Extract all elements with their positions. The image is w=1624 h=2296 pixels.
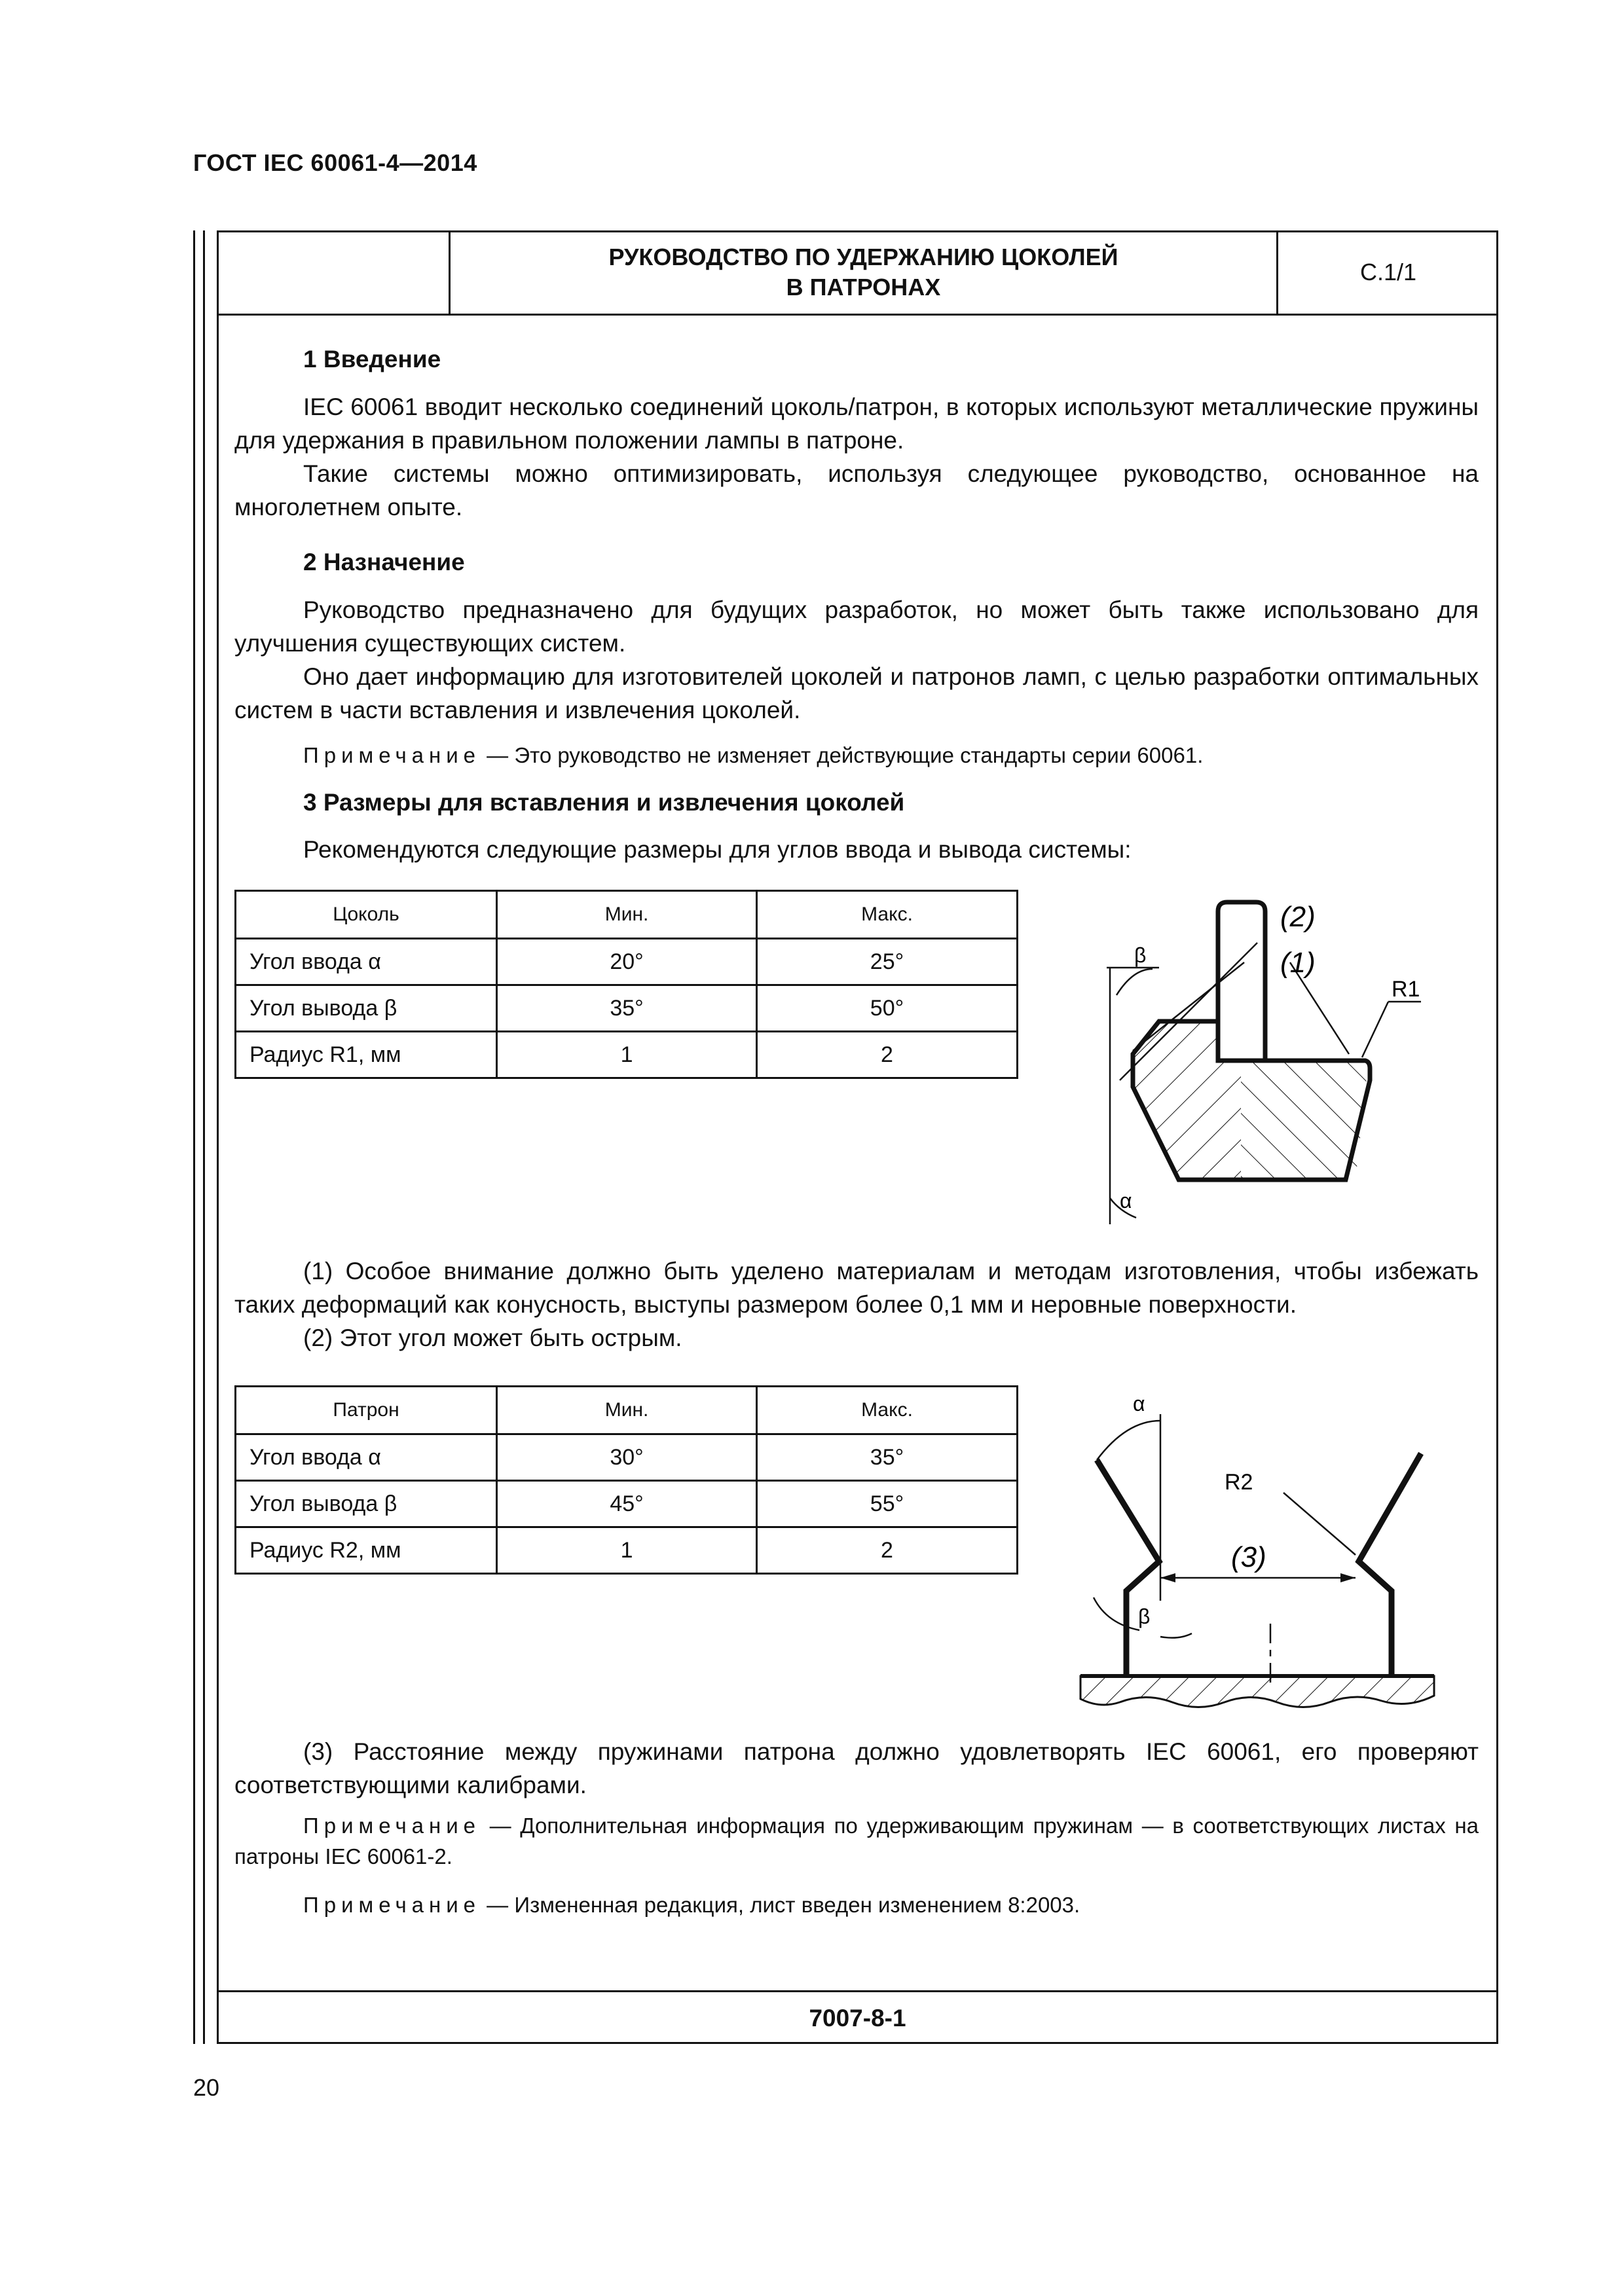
cap-dimensions-table bbox=[234, 890, 1018, 1079]
sheet-title-line2: В ПАТРОНАХ bbox=[786, 273, 941, 301]
section-2-note bbox=[234, 740, 1479, 771]
table-cell: 45° bbox=[497, 1481, 757, 1527]
table-cell: 35° bbox=[757, 1434, 1018, 1481]
table-header-cell: Мин. bbox=[497, 891, 757, 939]
table-cell: 30° bbox=[497, 1434, 757, 1481]
footnote-2: (2) Этот угол может быть острым. bbox=[303, 1324, 682, 1351]
note-label: Примечание bbox=[303, 743, 481, 767]
footnote-3: (3) Расстояние между пружинами патрона должно удовлетворять IEC 60061, его проверяют соответствующими калибрами. bbox=[234, 1738, 1479, 1798]
table-row bbox=[236, 939, 1018, 985]
note-text: — Это руководство не изменяет действующие стандарты серии 60061. bbox=[481, 743, 1204, 767]
table-row bbox=[236, 1032, 1018, 1078]
table-header-cell: Мин. bbox=[497, 1387, 757, 1434]
page-number: 20 bbox=[193, 2074, 220, 2101]
table-cell: 35° bbox=[497, 985, 757, 1032]
table-header-cell: Макс. bbox=[757, 891, 1018, 939]
note-2 bbox=[234, 1810, 1479, 1872]
section-3-paragraph-1: Рекомендуются следующие размеры для углов ввода и вывода системы: bbox=[303, 836, 1132, 863]
note-label: Примечание bbox=[303, 1813, 481, 1838]
table-cell: 50° bbox=[757, 985, 1018, 1032]
header-empty-cell bbox=[217, 230, 451, 314]
left-spring bbox=[1097, 1460, 1159, 1676]
section-3-heading: 3 Размеры для вставления и извлечения цоколей bbox=[303, 789, 905, 816]
label-beta: β bbox=[1134, 943, 1147, 967]
sheet-title bbox=[451, 230, 1278, 314]
table-cell: Угол ввода α bbox=[236, 939, 497, 985]
footnote-1: (1) Особое внимание должно быть уделено материалам и методам изготовления, чтобы избежать таких деформаций как конусность, выступы размером более 0,1 мм и неровные поверхности. bbox=[234, 1258, 1479, 1318]
table-cell: 2 bbox=[757, 1032, 1018, 1078]
binding-line bbox=[203, 230, 205, 2044]
section-1-paragraph-2: Такие системы можно оптимизировать, используя следующее руководство, основанное на многолетнем опыте. bbox=[234, 460, 1479, 520]
table-cell: 1 bbox=[497, 1527, 757, 1574]
note-label: Примечание bbox=[303, 1893, 481, 1917]
label-3: (3) bbox=[1231, 1541, 1266, 1573]
table-header-cell: Цоколь bbox=[236, 891, 497, 939]
table-row bbox=[236, 1527, 1018, 1574]
label-2: (2) bbox=[1280, 901, 1316, 933]
pin-outline bbox=[1218, 902, 1265, 1061]
holder-springs-drawing bbox=[1067, 1381, 1460, 1735]
table-cell: 25° bbox=[757, 939, 1018, 985]
note-text: — Дополнительная информация по удерживающим пружинам — в соответствующих листах на патроны IEC 60061-2. bbox=[234, 1813, 1479, 1868]
table-cell: 20° bbox=[497, 939, 757, 985]
label-r1: R1 bbox=[1392, 977, 1420, 1002]
section-2-paragraph-1: Руководство предназначено для будущих разработок, но может быть также использовано для улучшения существующих систем. bbox=[234, 596, 1479, 657]
sheet-title-line1: РУКОВОДСТВО ПО УДЕРЖАНИЮ ЦОКОЛЕЙ bbox=[608, 243, 1118, 270]
binding-line bbox=[193, 230, 195, 2044]
table-header-cell: Патрон bbox=[236, 1387, 497, 1434]
section-2-heading: 2 Назначение bbox=[303, 549, 465, 575]
cap-body-hatch-left bbox=[1133, 1021, 1241, 1180]
document-standard-title: ГОСТ IEC 60061-4—2014 bbox=[193, 149, 477, 176]
table-row bbox=[236, 1434, 1018, 1481]
sheet-ref: С.1/1 bbox=[1359, 258, 1417, 285]
table-row bbox=[236, 985, 1018, 1032]
label-r2: R2 bbox=[1225, 1470, 1253, 1495]
section-1-paragraph-1: IEC 60061 вводит несколько соединений цоколь/патрон, в которых используют металлические пружины для удержания в правильном положении лампы в патроне. bbox=[234, 393, 1479, 454]
right-spring bbox=[1359, 1453, 1421, 1676]
table-cell: 55° bbox=[757, 1481, 1018, 1527]
label-1: (1) bbox=[1280, 947, 1316, 979]
table-header-cell: Макс. bbox=[757, 1387, 1018, 1434]
cap-cross-section-drawing bbox=[1080, 890, 1447, 1231]
table-cell: Угол вывода β bbox=[236, 985, 497, 1032]
table-cell: Радиус R1, мм bbox=[236, 1032, 497, 1078]
holder-dimensions-table bbox=[234, 1385, 1018, 1575]
base-plate bbox=[1080, 1676, 1434, 1707]
table-header-row bbox=[236, 891, 1018, 939]
table-cell: 2 bbox=[757, 1527, 1018, 1574]
table-cell: Угол вывода β bbox=[236, 1481, 497, 1527]
label-beta: β bbox=[1138, 1605, 1151, 1628]
table-row bbox=[236, 1481, 1018, 1527]
sheet-footer: 7007-8-1 bbox=[217, 1990, 1498, 2044]
section-2-paragraph-2: Оно дает информацию для изготовителей цоколей и патронов ламп, с целью разработки оптимальных систем в части вставления и извлечения цоколей. bbox=[234, 663, 1479, 723]
table-cell: Угол ввода α bbox=[236, 1434, 497, 1481]
label-alpha: α bbox=[1133, 1392, 1145, 1415]
note-3 bbox=[234, 1889, 1479, 1920]
label-alpha: α bbox=[1120, 1189, 1132, 1212]
sheet-header bbox=[217, 230, 1498, 316]
table-cell: Радиус R2, мм bbox=[236, 1527, 497, 1574]
table-cell: 1 bbox=[497, 1032, 757, 1078]
section-1-heading: 1 Введение bbox=[303, 346, 441, 373]
table-header-row bbox=[236, 1387, 1018, 1434]
note-text: — Измененная редакция, лист введен изменением 8:2003. bbox=[481, 1893, 1080, 1917]
